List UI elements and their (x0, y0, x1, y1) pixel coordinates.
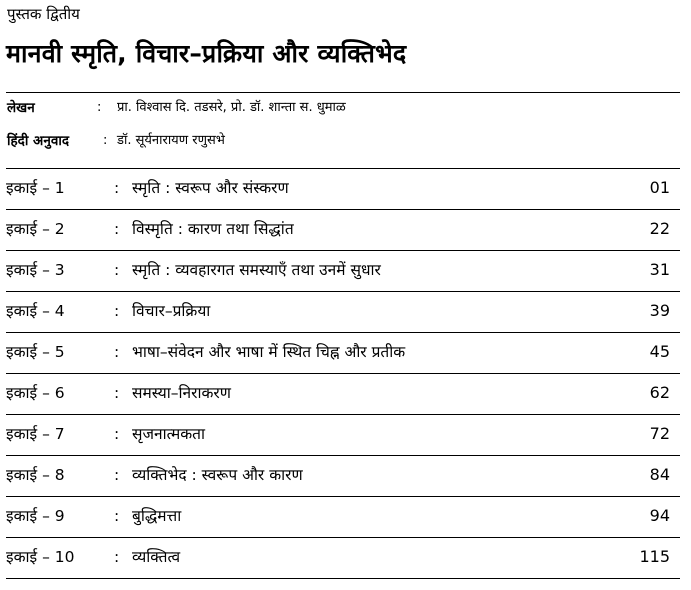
authors-label: लेखन (7, 100, 35, 116)
toc-chapter-title: व्यक्तित्व (132, 548, 181, 566)
translator-credit (7, 129, 679, 153)
toc-chapter-title: स्मृति : व्यवहारगत समस्याएँ तथा उनमें सुधार (132, 261, 381, 279)
page-title: मानवी स्मृति, विचार–प्रक्रिया और व्यक्तिभेद (6, 39, 407, 68)
toc-chapter-title: बुद्धिमत्ता (132, 507, 182, 525)
toc-chapter-title: भाषा–संवेदन और भाषा में स्थित चिह्न और प्रतीक (132, 343, 406, 361)
toc-row (6, 496, 680, 536)
toc-page-number: 62 (649, 383, 670, 402)
toc-unit-label: इकाई – 2 (6, 220, 65, 238)
title-divider (6, 92, 680, 93)
toc-unit-label: इकाई – 5 (6, 343, 65, 361)
toc-chapter-title: समस्या–निराकरण (132, 384, 231, 402)
toc-separator: : (114, 261, 120, 279)
toc-separator: : (114, 302, 120, 320)
authors-colon: : (97, 100, 102, 115)
toc-unit-label: इकाई – 7 (6, 425, 65, 443)
translator-label: हिंदी अनुवाद (7, 133, 70, 149)
translator-value: डॉ. सूर्यनारायण रणुसभे (117, 133, 225, 148)
toc-row (6, 250, 680, 290)
toc-separator: : (114, 425, 120, 443)
toc-unit-label: इकाई – 9 (6, 507, 65, 525)
toc-row (6, 414, 680, 454)
toc-row (6, 373, 680, 413)
toc-page-number: 22 (649, 219, 670, 238)
toc-separator: : (114, 343, 120, 361)
toc-unit-label: इकाई – 6 (6, 384, 65, 402)
toc-unit-label: इकाई – 10 (6, 548, 75, 566)
toc-separator: : (114, 179, 120, 197)
toc-page-number: 84 (649, 465, 670, 484)
toc-page-number: 72 (649, 424, 670, 443)
toc-page-number: 94 (649, 506, 670, 525)
toc-row (6, 209, 680, 249)
toc-chapter-title: सृजनात्मकता (132, 425, 205, 443)
book-label: पुस्तक द्वितीय (7, 5, 80, 23)
toc-unit-label: इकाई – 3 (6, 261, 65, 279)
toc-row-divider (6, 578, 680, 579)
toc-separator: : (114, 220, 120, 238)
toc-page-number: 45 (649, 342, 670, 361)
toc-page-number: 39 (649, 301, 670, 320)
toc-chapter-title: विचार–प्रक्रिया (132, 302, 211, 320)
toc-row (6, 168, 680, 208)
toc-row (6, 291, 680, 331)
toc-chapter-title: विस्मृति : कारण तथा सिद्धांत (132, 220, 294, 238)
toc-row (6, 455, 680, 495)
toc-separator: : (114, 548, 120, 566)
toc-chapter-title: स्मृति : स्वरूप और संस्करण (132, 179, 289, 197)
authors-value: प्रा. विश्वास दि. तडसरे, प्रो. डॉ. शान्ता स. धुमाळ (117, 100, 346, 115)
toc-separator: : (114, 466, 120, 484)
authors-credit (7, 96, 679, 120)
toc-page-number: 115 (639, 547, 670, 566)
translator-colon: : (103, 133, 108, 148)
toc-unit-label: इकाई – 8 (6, 466, 65, 484)
toc-page-number: 01 (649, 178, 670, 197)
toc-unit-label: इकाई – 1 (6, 179, 65, 197)
toc-unit-label: इकाई – 4 (6, 302, 65, 320)
toc-separator: : (114, 507, 120, 525)
toc-row (6, 537, 680, 577)
toc-chapter-title: व्यक्तिभेद : स्वरूप और कारण (132, 466, 303, 484)
toc-row (6, 332, 680, 372)
toc-page-number: 31 (649, 260, 670, 279)
toc-separator: : (114, 384, 120, 402)
